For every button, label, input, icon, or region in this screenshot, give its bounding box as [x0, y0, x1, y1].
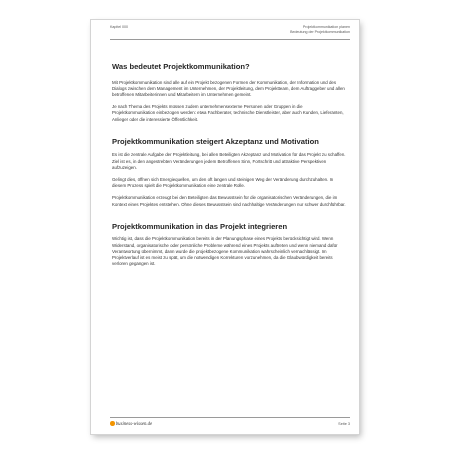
body-paragraph: Projektkommunikation erzeugt bei den Beteiligten das Bewusstsein für die organisatorischen Veränderungen, die im Kontext eines Projektes entstehen. Ohne dieses Bewusstsein sind nachhaltige Veränderungen nur schwer durchführbar.: [112, 195, 346, 207]
header-topic: [290, 25, 350, 34]
section-heading: Projektkommunikation in das Projekt integrieren: [112, 221, 288, 231]
page-footer: [110, 417, 350, 426]
page-body: [112, 62, 346, 267]
section-akzeptanz-motivation: [112, 137, 346, 208]
header-topic-line-2: Bedeutung der Projektkommunikation: [290, 29, 350, 34]
body-paragraph: Gelingt dies, öffnen sich Energiequellen, um den oft langen und steinigen Weg der Veränderung durchzuhalten. In diesem Prozess spielt die Projektkommunikation eine zentrale Rolle.: [112, 177, 334, 189]
section-projekt-integrieren: [112, 222, 346, 268]
section-projektkommunikation-definition: [112, 62, 346, 123]
body-paragraph: Wichtig ist, dass die Projektkommunikation bereits in der Planungsphase eines Projekts berücksichtigt wird. Wenn Widerstand, organisatorische oder persönliche Probleme während eines Projekts auftreten und wenn niemand dafür Verantwortung übernimmt, dann wurde die projektbezogene Kommunikation wahrscheinlich vernachlässigt. Im Projektverlauf ist es meist zu spät, um die notwendigen Korrekturen vorzunehmen, da die Glaubwürdigkeit bereits verloren gegangen ist.: [112, 236, 338, 267]
brand-dot-icon: [110, 421, 115, 426]
header-chapter: Kapitel 000: [110, 25, 128, 29]
page-number: Seite 3: [338, 422, 350, 426]
document-page: [91, 20, 359, 434]
body-paragraph: Es ist die zentrale Aufgabe der Projektleitung, bei allen Beteiligten Akzeptanz und Motivation für das Projekt zu schaffen. Ziel ist es, in den angestrebten Veränderungen jedem Betroffenen Sinn, Fortschritt und attraktive Perspektiven aufzuzeigen.: [112, 152, 346, 170]
body-paragraph: Je nach Thema des Projekts müssen zudem unternehmensexterne Personen oder Gruppen in die Projektkommunikation einbezogen werden: etwa Fachberater, technische Dienstleister, aber auch Kunden, Lieferanten, Anlieger oder die interessierte Öffentlichkeit.: [112, 104, 344, 122]
body-paragraph: Mit Projektkommunikation sind alle auf ein Projekt bezogenen Formen der Kommunikation, der Information und des Dialogs zwischen dem Management im Unternehmen, der Projektleitung, dem Projektteam, dem Auftraggeber und allen betroffenen Mitarbeiterinnen und Mitarbeitern im Unternehmen gemeint.: [112, 79, 345, 97]
brand-name: business-wissen.de: [115, 421, 153, 427]
section-heading: Projektkommunikation steigert Akzeptanz und Motivation: [112, 136, 319, 146]
section-heading: Was bedeutet Projektkommunikation?: [112, 62, 250, 71]
header-topic-line-1: Projektkommunikation planen: [302, 25, 350, 29]
brand-logo: [110, 421, 152, 428]
page-header: [110, 25, 350, 40]
